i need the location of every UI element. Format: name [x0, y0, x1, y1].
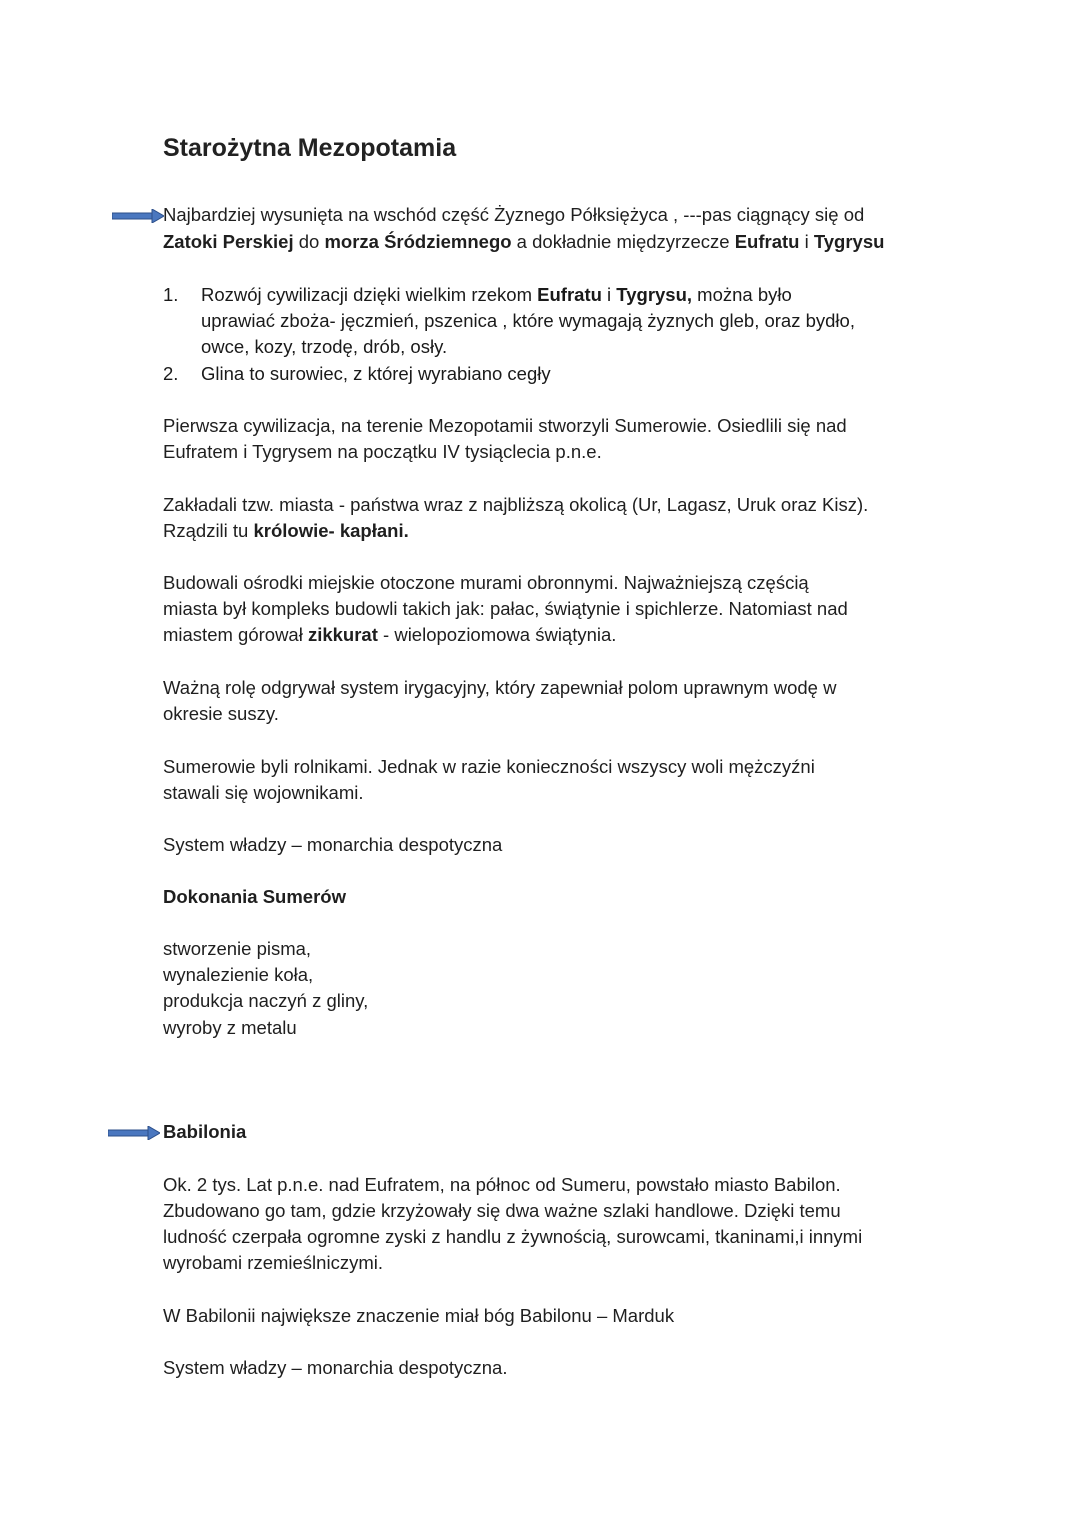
text-fragment: i [799, 231, 814, 252]
list-item: wynalezienie koła, [163, 964, 314, 985]
page-title: Starożytna Mezopotamia [163, 134, 457, 162]
bold-term: zikkurat [307, 624, 378, 645]
intro-line-1: Najbardziej wysunięta na wschód część Żyznego Półksiężyca , ---pas ciągnący się od [163, 204, 865, 225]
text-fragment: miastem górował [163, 624, 308, 645]
paragraph-line: W Babilonii największe znaczenie miał bóg Babilonu – Marduk [163, 1305, 675, 1326]
bold-term: Zatoki Perskiej [163, 231, 294, 252]
list-number: 1. [163, 284, 179, 305]
paragraph-line: System władzy – monarchia despotyczna [163, 834, 503, 855]
paragraph-line: Ważną rolę odgrywał system irygacyjny, który zapewniał polom uprawnym wodę w [163, 677, 837, 698]
bold-term: Tygrysu [813, 231, 885, 252]
text-fragment: a dokładnie międzyrzecze [511, 231, 735, 252]
bold-term: Tygrysu, [616, 284, 693, 305]
paragraph-line: ludność czerpała ogromne zyski z handlu z żywnością, surowcami, tkaninami,i innymi [163, 1226, 863, 1247]
paragraph-line: Ok. 2 tys. Lat p.n.e. nad Eufratem, na północ od Sumeru, powstało miasto Babilon. [163, 1174, 841, 1195]
list-item: wyroby z metalu [163, 1017, 297, 1038]
paragraph-line: wyrobami rzemieślniczymi. [163, 1252, 383, 1273]
text-fragment: do [293, 231, 325, 252]
right-arrow-icon [108, 1126, 160, 1140]
right-arrow-icon [112, 209, 164, 223]
text-fragment: Rozwój cywilizacji dzięki wielkim rzekom [201, 284, 538, 305]
paragraph-line: System władzy – monarchia despotyczna. [163, 1357, 508, 1378]
list-item-1-line-3: owce, kozy, trzodę, drób, osły. [201, 336, 448, 357]
section-heading: Dokonania Sumerów [163, 886, 346, 907]
paragraph-line [163, 518, 409, 544]
text-fragment: Rządzili tu [163, 520, 254, 541]
bold-term: królowie- kapłani. [253, 520, 409, 541]
paragraph-line: Eufratem i Tygrysem na początku IV tysiąclecia p.n.e. [163, 441, 602, 462]
list-item: stworzenie pisma, [163, 938, 312, 959]
list-item: produkcja naczyń z gliny, [163, 990, 369, 1011]
paragraph-line: stawali się wojownikami. [163, 782, 364, 803]
list-item-1-line-2: uprawiać zboża- jęczmień, pszenica , które wymagają żyznych gleb, oraz bydło, [201, 310, 855, 331]
text-fragment: - wielopoziomowa świątynia. [377, 624, 617, 645]
list-item-1-line-1 [201, 282, 792, 308]
paragraph-line: miasta był kompleks budowli takich jak: pałac, świątynie i spichlerze. Natomiast nad [163, 598, 848, 619]
paragraph-line [163, 622, 616, 648]
paragraph-line: Zakładali tzw. miasta - państwa wraz z najbliższą okolicą (Ur, Lagasz, Uruk oraz Kisz). [163, 494, 869, 515]
intro-line-2 [163, 229, 884, 255]
list-number: 2. [163, 363, 179, 384]
paragraph-line: Zbudowano go tam, gdzie krzyżowały się dwa ważne szlaki handlowe. Dzięki temu [163, 1200, 841, 1221]
text-fragment: można było [692, 284, 792, 305]
paragraph-line: Budowali ośrodki miejskie otoczone murami obronnymi. Najważniejszą częścią [163, 572, 809, 593]
text-fragment: i [601, 284, 617, 305]
list-item-2: Glina to surowiec, z której wyrabiano cegły [201, 363, 551, 384]
bold-term: Eufratu [734, 231, 800, 252]
section-heading: Babilonia [163, 1121, 247, 1142]
paragraph-line: okresie suszy. [163, 703, 279, 724]
paragraph-line: Sumerowie byli rolnikami. Jednak w razie konieczności wszyscy woli mężczyźni [163, 756, 815, 777]
bold-term: morza Śródziemnego [324, 231, 512, 252]
bold-term: Eufratu [537, 284, 602, 305]
paragraph-line: Pierwsza cywilizacja, na terenie Mezopotamii stworzyli Sumerowie. Osiedlili się nad [163, 415, 847, 436]
